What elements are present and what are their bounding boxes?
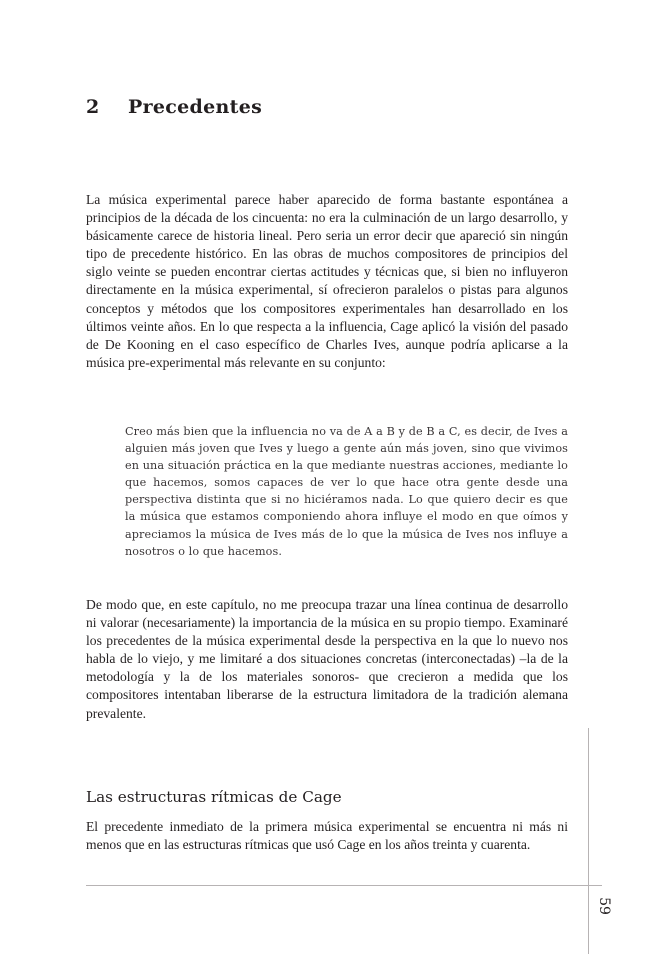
chapter-number: 2	[86, 96, 100, 118]
chapter-heading	[86, 96, 262, 118]
footer-rule	[86, 885, 602, 886]
section-paragraph: El precedente inmediato de la primera música experimental se encuentra ni más ni menos que en las estructuras rítmicas que usó Cage en los años treinta y cuarenta.	[86, 819, 568, 853]
after-quote-paragraph: De modo que, en este capítulo, no me preocupa trazar una línea continua de desarrollo ni valorar (necesariamente) la importancia de la música en su propio tiempo. Examinaré los precedentes de la música experimental desde la perspectiva en la que lo nuevo nos habla de lo viejo, y me limitaré a dos situaciones concretas (interconectadas) –la de la metodología y la de los materiales sonoros- que crecieron a medida que los compositores intentaban liberarse de la estructura limitadora de la tradición alemana prevalente.	[86, 597, 568, 721]
chapter-title: Precedentes	[128, 96, 263, 118]
section-heading: Las estructuras rítmicas de Cage	[86, 788, 342, 806]
intro-paragraph: La música experimental parece haber aparecido de forma bastante espontánea a principios de la década de los cincuenta: no era la culminación de un largo desarrollo, y básicamente carece de historia lineal. Pero seria un error decir que apareció sin ningún tipo de precedente histórico. En las obras de muchos compositores de principios del siglo veinte se pueden encontrar ciertas actitudes y técnicas que, si bien no influyeron directamente en la música experimental, sí ofrecieron paralelos o pistas para algunos conceptos y métodos que los compositores experimentales han desarrollado en los últimos veinte años. En lo que respecta a la influencia, Cage aplicó la visión del pasado de De Kooning en el caso específico de Charles Ives, aunque podría aplicarse a la música pre-experimental más relevante en su conjunto:	[86, 192, 568, 370]
vertical-rule	[588, 728, 589, 954]
block-quote: Creo más bien que la influencia no va de A a B y de B a C, es decir, de Ives a alguien más joven que Ives y luego a gente aún más joven, sino que vivimos en una situación práctica en la que mediante nuestras acciones, mediante lo que hacemos, somos capaces de ver lo que hace otra gente desde una perspectiva distinta que si no hiciéramos nada. Lo que quiero decir es que la música que estamos componiendo ahora influye el modo en que oímos y apreciamos la música de Ives más de lo que la música de Ives nos influye a nosotros o lo que hacemos.	[125, 425, 568, 558]
page-number: 59	[596, 897, 612, 915]
